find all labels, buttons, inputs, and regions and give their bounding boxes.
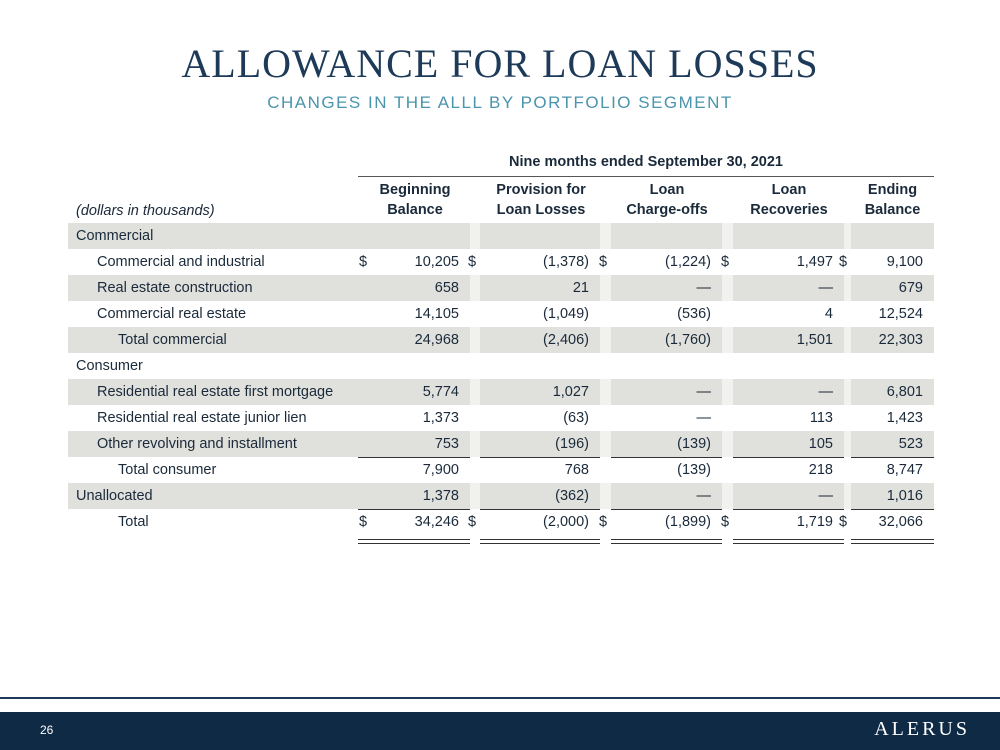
value-cell: 1,501 [796, 332, 833, 348]
table-row [68, 509, 934, 535]
alerus-logo: ALERUS [874, 718, 970, 740]
value-cell: 658 [434, 280, 459, 296]
table-row [68, 275, 934, 301]
total-double-rule [851, 539, 934, 540]
value-cell: (2,406) [543, 332, 589, 348]
table-row [68, 327, 934, 353]
table-row [68, 431, 934, 457]
value-cell: 5,774 [422, 384, 459, 400]
value-cell: (362) [555, 488, 589, 504]
value-cell: (1,224) [665, 254, 711, 270]
value-cell: 7,900 [422, 462, 459, 478]
table-row [68, 223, 934, 249]
row-label: Total consumer [118, 462, 217, 478]
value-cell: 768 [564, 462, 589, 478]
row-label: Total [118, 514, 149, 530]
table-row [68, 379, 934, 405]
row-label: Total commercial [118, 332, 227, 348]
value-cell: 12,524 [878, 306, 923, 322]
table-row [68, 405, 934, 431]
period-header: Nine months ended September 30, 2021 [358, 147, 934, 177]
value-cell: — [696, 384, 711, 400]
page-title: ALLOWANCE FOR LOAN LOSSES [181, 41, 819, 86]
page-subtitle: CHANGES IN THE ALLL BY PORTFOLIO SEGMENT [267, 93, 733, 112]
value-cell: 1,027 [552, 384, 589, 400]
row-label: Commercial and industrial [97, 254, 265, 270]
total-double-rule [611, 539, 722, 540]
total-double-rule [733, 539, 844, 540]
col-header-provision: Provision for Loan Losses [496, 182, 586, 218]
value-cell: — [696, 280, 711, 296]
units-label: (dollars in thousands) [76, 203, 215, 219]
table-row [68, 483, 934, 509]
currency-symbol: $ [359, 254, 368, 270]
value-cell: 14,105 [414, 306, 459, 322]
col-header-recoveries: Loan Recoveries [750, 182, 828, 218]
value-cell: (2,000) [543, 514, 589, 530]
value-cell: 753 [434, 436, 459, 452]
footer-bar [0, 712, 1000, 750]
currency-symbol: $ [839, 514, 848, 530]
currency-symbol: $ [359, 514, 368, 530]
total-double-rule [480, 539, 600, 540]
table-row [68, 301, 934, 327]
value-cell: 34,246 [414, 514, 459, 530]
row-label: Commercial real estate [97, 306, 247, 322]
value-cell: 218 [808, 462, 833, 478]
value-cell: 1,373 [422, 410, 459, 426]
value-cell: — [818, 280, 833, 296]
value-cell: (139) [677, 462, 711, 478]
col-header-ending-balance: Ending Balance [864, 182, 921, 218]
value-cell: (1,049) [543, 306, 589, 322]
value-cell: 523 [898, 436, 923, 452]
table-row [68, 249, 934, 275]
table-body [68, 223, 934, 535]
row-label: Real estate construction [97, 280, 253, 296]
value-cell: (536) [677, 306, 711, 322]
value-cell: 1,719 [796, 514, 833, 530]
total-double-rule [611, 543, 722, 544]
row-label: Residential real estate junior lien [97, 410, 307, 426]
row-label: Other revolving and installment [97, 436, 297, 452]
footer-divider [0, 697, 1000, 699]
row-label: Residential real estate first mortgage [97, 384, 334, 400]
row-label: Consumer [76, 358, 143, 374]
value-cell: 21 [572, 280, 589, 296]
value-cell: 6,801 [886, 384, 923, 400]
value-cell: 24,968 [414, 332, 459, 348]
currency-symbol: $ [721, 514, 730, 530]
total-double-rule [733, 543, 844, 544]
total-double-rule [358, 543, 470, 544]
value-cell: (1,378) [543, 254, 589, 270]
total-double-rule [480, 543, 600, 544]
value-cell: 4 [824, 306, 833, 322]
value-cell: — [696, 410, 711, 426]
value-cell: 32,066 [878, 514, 923, 530]
currency-symbol: $ [839, 254, 848, 270]
value-cell: (1,899) [665, 514, 711, 530]
value-cell: 1,378 [422, 488, 459, 504]
value-cell: 9,100 [886, 254, 923, 270]
value-cell: 22,303 [878, 332, 923, 348]
row-label: Commercial [76, 228, 154, 244]
value-cell: 1,423 [886, 410, 923, 426]
page-number: 26 [40, 723, 54, 737]
value-cell: 1,016 [886, 488, 923, 504]
value-cell: (139) [677, 436, 711, 452]
value-cell: 8,747 [886, 462, 923, 478]
currency-symbol: $ [599, 514, 608, 530]
currency-symbol: $ [599, 254, 608, 270]
value-cell: (196) [555, 436, 589, 452]
col-header-beginning-balance: Beginning Balance [379, 182, 451, 218]
value-cell: 1,497 [796, 254, 833, 270]
value-cell: 105 [808, 436, 833, 452]
col-header-charge-offs: Loan Charge-offs [626, 182, 708, 218]
value-cell: 10,205 [414, 254, 459, 270]
table-row [68, 353, 934, 379]
total-double-rule [358, 539, 470, 540]
value-cell: (63) [563, 410, 589, 426]
value-cell: — [818, 488, 833, 504]
currency-symbol: $ [468, 254, 477, 270]
currency-symbol: $ [468, 514, 477, 530]
row-label: Unallocated [76, 488, 153, 504]
value-cell: 113 [809, 410, 833, 426]
value-cell: (1,760) [665, 332, 711, 348]
table-row [68, 457, 934, 483]
value-cell: — [818, 384, 833, 400]
value-cell: — [696, 488, 711, 504]
currency-symbol: $ [721, 254, 730, 270]
total-double-rule [851, 543, 934, 544]
value-cell: 679 [898, 280, 923, 296]
